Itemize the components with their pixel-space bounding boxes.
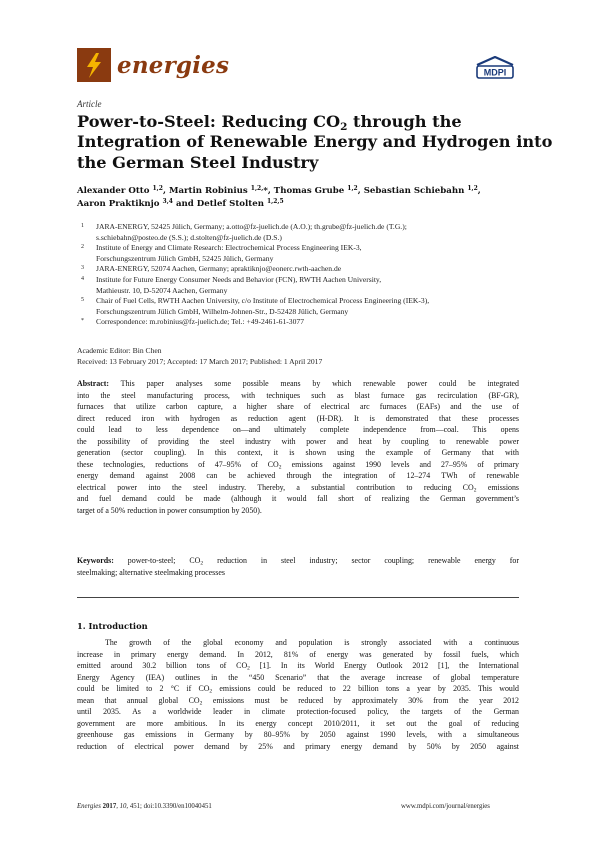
affiliation-item: 2 Institute of Energy and Climate Research: Electrochemical Process Engineering IEK-3, Forschungszentrum Jülich GmbH, 52425 Jülich, Germany <box>81 243 362 263</box>
editor-info <box>77 346 322 367</box>
doi-link[interactable]: , 451; doi:10.3390/en10040451 <box>126 803 212 810</box>
journal-name: energies <box>117 51 230 79</box>
section-divider <box>77 597 519 598</box>
author-name[interactable]: Sebastian Schiebahn <box>363 186 465 196</box>
keywords: Keywords: power-to-steel; $CO_2$ reduction in steel industry; sector coupling; renewable energy for steelmaking; alternative steelmaking processes <box>77 556 520 577</box>
citation-footer: Energies 2017, 10, 451; doi:10.3390/en10040451 <box>77 803 212 810</box>
journal-logo <box>77 48 229 82</box>
affiliation-item: 1 JARA-ENERGY, 52425 Jülich, Germany; a.otto@fz-juelich.de (A.O.); th.grube@fz-juelich.de (T.G.); s.schiebahn@posteo.de (S.S.); d.stolten@fz-juelich.de (D.S.) <box>81 222 407 242</box>
lightning-icon <box>77 48 111 82</box>
journal-url-link[interactable]: www.mdpi.com/journal/energies <box>401 803 490 810</box>
author-name[interactable]: Thomas Grube <box>273 186 345 196</box>
publisher-logo[interactable] <box>474 56 516 80</box>
author-name[interactable]: Martin Robinius <box>168 186 248 196</box>
author-name[interactable]: Alexander Otto <box>77 186 150 196</box>
publication-dates: Received: 13 February 2017; Accepted: 17 March 2017; Published: 1 April 2017 <box>77 356 323 366</box>
affiliation-list <box>77 222 429 328</box>
academic-editor: Academic Editor: Bin Chen <box>77 346 162 355</box>
abstract-label: Abstract: <box>77 379 109 388</box>
affiliation-item: 5 Chair of Fuel Cells, RWTH Aachen University, c/o Institute of Electrochemical Process Engineering (IEK-3), Forschungszentrum Jülich GmbH, Wilhelm-Johnen-Str., D-52428 Jülich, Germany <box>81 296 430 316</box>
publisher-name: MDPI <box>483 67 507 78</box>
affiliation-item: 4 Institute for Future Energy Consumer Needs and Behavior (FCN), RWTH Aachen University, Mathieustr. 10, D-52074 Aachen, Germany <box>81 274 382 295</box>
keywords-label: Keywords: <box>77 556 114 565</box>
author-list: Alexander Otto $^{1,2}$, Martin Robinius $^{1,2,}$*, Thomas Grube $^{1,2}$, Sebastian Schiebahn $^{1,2}$, Aaron Praktiknjo $^{3,4}$ and Detlef Stolten $^{1,2,5}$ <box>77 185 481 209</box>
author-name[interactable]: Detlef Stolten <box>196 199 264 209</box>
paper-title: Power-to-Steel: Reducing $CO_2$ through the Integration of Renewable Energy and Hydrogen into the German Steel Industry <box>77 112 553 172</box>
section-heading: 1. Introduction <box>77 621 148 631</box>
abstract: Abstract: This paper analyses some possible means by which renewable power could be integrated into the steel manufacturing process, with techniques such as blast furnace gas recirculation (BF-GR), furnaces that utilize carbon capture, a higher share of electrical arc furnaces (EAFs) and the use of direct reduced iron with hydrogen as reduction agent (H-DR). It is demonstrated that these processes could lead to less dependence on—and ultimately complete independence from—coal. This opens the possibility of providing the steel industry with power and heat by coupling to renewable power generation (sector coupling). In this context, it is shown using the example of Germany that with these technologies, reductions of 47–95% of $CO_2$ emissions against 1990 levels and 27–95% of primary energy demand against 2008 can be achieved through the integration of 12–274 TWh of renewable electrical power into the steel industry. Thereby, a substantial contribution to reducing $CO_2$ emissions and fuel demand could be made (although it would fall short of realizing the German government’s target of a 50% reduction in power consumption by 2050). <box>77 379 519 516</box>
affiliation-item: 3 JARA-ENERGY, 52074 Aachen, Germany; apraktiknjo@eonerc.rwth-aachen.de <box>81 264 342 274</box>
article-type: Article <box>77 99 102 109</box>
correspondence-item: * Correspondence: m.robinius@fz-juelich.de; Tel.: +49-2461-61-3077 <box>81 317 304 327</box>
author-name[interactable]: Aaron Praktiknjo <box>77 199 160 209</box>
introduction-text: The growth of the global economy and population is strongly associated with a continuous increase in primary energy demand. In 2012, 81% of energy was generated by fossil fuels, which emitted around 30.2 billion tons of $CO_2$ [1]. In its World Energy Outlook 2012 [1], the International Energy Agency (IEA) outlines in the “450 Scenario” that the average increase of global temperature could be limited to 2 °C if $CO_2$ emissions could be reduced to 22 billion tons a year by 2035. This would mean that annual global $CO_2$ emissions must be reduced by approximately 30% from the year 2012 until 2035. As a worldwide leader in climate protection-focused policy, the targets of the German government are more ambitious. In its energy concept 2010/2011, it set out the goal of reducing greenhouse gas emissions in Germany by 80–95% by 2050 against 1990 levels, with a simultaneous reduction of electrical power demand by 25% and primary energy demand by 50% by 2050 against <box>77 638 519 751</box>
